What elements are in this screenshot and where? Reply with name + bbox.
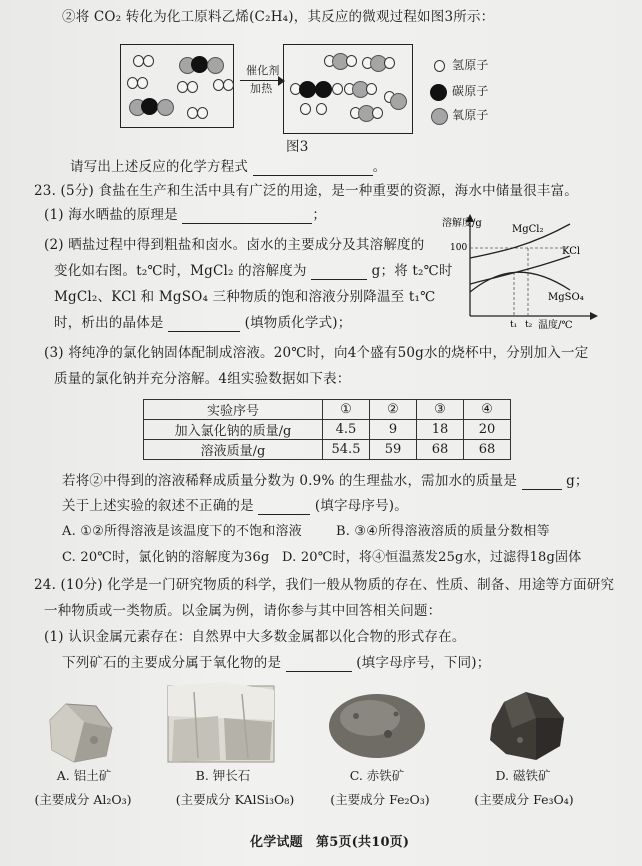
ore-c-image [326,688,428,760]
label-mgso4: MgSO₄ [548,292,584,303]
q23-part3-line1: (3) 将纯净的氯化钠固体配制成溶液。20℃时，向4个盛有50g水的烧杯中，分别加入一定 [44,345,589,361]
ore-b-name: B. 钾长石 [195,768,251,783]
option-c: C. 20℃时，氯化钠的溶解度为36g [62,550,270,565]
hydrogen-atom [316,103,327,115]
carbon-atom [315,81,332,98]
q22-prompt-text: 请写出上述反应的化学方程式 [70,159,249,175]
q23-part1-text: (1) 海水晒盐的原理是 [44,207,178,223]
ore-d-composition: (主要成分 Fe₃O₄) [474,792,574,807]
answer-blank[interactable] [522,489,562,490]
oxygen-atom [157,99,174,116]
arrow-condition-bottom: 加热 [250,82,273,95]
kcl-curve [470,256,570,284]
q23-part3-line3-text: 若将②中得到的溶液稀释成质量分数为 0.9% 的生理盐水，需加水的质量是 [62,473,518,489]
q23-part3-line4-tail: (填字母序号)。 [314,498,408,514]
legend-carbon-label: 碳原子 [452,84,489,98]
hydrogen-atom [366,83,377,95]
q23-part2-line3: MgCl₂、KCl 和 MgSO₄ 三种物质的饱和溶液分别降温至 t₁℃ [54,289,436,305]
ore-a-composition: (主要成分 Al₂O₃) [34,792,132,807]
table-cell: ④ [464,400,511,420]
solubility-graph [440,212,608,334]
label-kcl: KCl [562,246,581,257]
answer-blank[interactable] [286,671,352,672]
q24-part1-line2-tail: (填字母序号，下同)； [356,655,491,671]
legend-oxygen-icon [431,108,448,125]
arrow-condition-top: 催化剂 [246,64,280,77]
q23-part2-line4 [54,314,351,332]
answer-blank[interactable] [258,514,310,515]
answer-blank[interactable] [311,279,367,280]
table-cell: ① [323,400,370,420]
q23-part2-line1: (2) 晒盐过程中得到粗盐和卤水。卤水的主要成分及其溶解度的 [44,237,425,253]
table-cell: 实验序号 [144,400,323,420]
q23-part2-line4-text: 时，析出的晶体是 [54,315,164,331]
ore-c-composition: (主要成分 Fe₂O₃) [330,792,430,807]
carbon-atom [299,81,316,98]
carbon-atom [141,98,158,115]
ore-d-name: D. 磁铁矿 [495,768,551,783]
hydrogen-atom [137,77,148,89]
oxygen-atom [390,93,407,110]
legend-hydrogen-label: 氢原子 [452,58,489,72]
legend-carbon-icon [430,84,447,101]
hydrogen-atom [143,55,154,67]
table-cell: ③ [417,400,464,420]
ore-b-image [164,680,280,766]
table-row [144,440,511,460]
ore-b-composition: (主要成分 KAlSi₃O₈) [175,792,295,807]
ore-c-name: C. 赤铁矿 [349,768,405,783]
hydrogen-atom [332,83,343,95]
table-cell: 4.5 [323,420,370,440]
q24-part1-line2 [62,654,490,672]
answer-blank[interactable] [168,331,240,332]
q24-heading: 24. (10分) 化学是一门研究物质的科学，我们一般从物质的存在、性质、制备、用途等方面研究 [34,577,615,593]
q23-part1: (1) 海水晒盐的原理是 ； [44,207,327,223]
option-b: B. ③④所得溶液溶质的质量分数相等 [336,524,550,539]
figure-label: 图3 [286,139,309,155]
hydrogen-atom [372,107,383,119]
table-cell: 54.5 [323,440,370,460]
experiment-table [143,399,511,460]
table-cell: 59 [370,440,417,460]
reactant-box [120,44,234,128]
ore-a-image [44,700,116,764]
y-tick-100: 100 [450,243,468,253]
table-cell: 溶液质量/g [144,440,323,460]
tick-t2: t₂ [525,320,533,330]
q23-part3-line2: 质量的氯化钠并充分溶解。4组实验数据如下表： [54,371,351,387]
hydrogen-atom [223,79,234,91]
table-cell: ② [370,400,417,420]
answer-blank[interactable] [253,175,373,176]
hydrogen-atom [346,55,357,67]
x-label: 温度/℃ [538,320,573,331]
table-cell: 68 [417,440,464,460]
page-footer: 化学试题 第5页(共10页) [250,835,410,850]
ore-d-image [484,688,570,764]
y-label: 溶解度/g [442,218,482,229]
q22-prompt: 请写出上述反应的化学方程式 。 [70,159,387,175]
hydrogen-atom [384,57,395,69]
ore-a-name: A. 铝土矿 [56,768,112,783]
q23-part2-line2-tail: g；将 t₂℃时 [371,263,453,279]
hydrogen-atom [187,81,198,93]
q23-part2-line2-text: 变化如右图。t₂℃时，MgCl₂ 的溶解度为 [54,263,307,279]
label-mgcl2: MgCl₂ [512,224,544,235]
table-row [144,420,511,440]
q24-heading-2: 一种物质或一类物质。以金属为例，请你参与其中回答相关问题： [44,603,442,619]
legend-oxygen-label: 氧原子 [452,108,489,122]
table-row [144,400,511,420]
hydrogen-atom [300,103,311,115]
carbon-atom [191,56,208,73]
hydrogen-atom [197,107,208,119]
table-cell: 20 [464,420,511,440]
product-box [283,44,413,134]
q24-part1-line2-text: 下列矿石的主要成分属于氧化物的是 [62,655,282,671]
x-axis-arrow-icon [590,312,598,320]
option-d: D. 20℃时，将④恒温蒸发25g水，过滤得18g固体 [282,550,582,565]
tick-t1: t₁ [510,320,518,330]
q23-part2-line4-tail: (填物质化学式)； [244,315,352,331]
q22-intro: ②将 CO₂ 转化为化工原料乙烯(C₂H₄)，其反应的微观过程如图3所示： [62,9,495,25]
mgso4-curve [470,272,570,292]
table-cell: 9 [370,420,417,440]
q23-part3-line3 [62,472,589,490]
q23-heading: 23. (5分) 食盐在生产和生活中具有广泛的用途，是一种重要的资源，海水中储量很丰富。 [34,183,578,199]
legend-hydrogen-icon [434,60,445,72]
option-a: A. ①②所得溶液是该温度下的不饱和溶液 [62,524,302,539]
table-cell: 加入氯化钠的质量/g [144,420,323,440]
oxygen-atom [207,57,224,74]
answer-blank[interactable] [182,223,312,224]
q23-part3-line3-tail: g； [566,473,589,489]
table-cell: 18 [417,420,464,440]
q23-part3-line4 [62,497,408,515]
q24-part1: (1) 认识金属元素存在：自然界中大多数金属都以化合物的形式存在。 [44,629,466,645]
table-cell: 68 [464,440,511,460]
q23-part3-line4-text: 关于上述实验的叙述不正确的是 [62,498,254,514]
q23-part2-line2 [54,262,453,280]
